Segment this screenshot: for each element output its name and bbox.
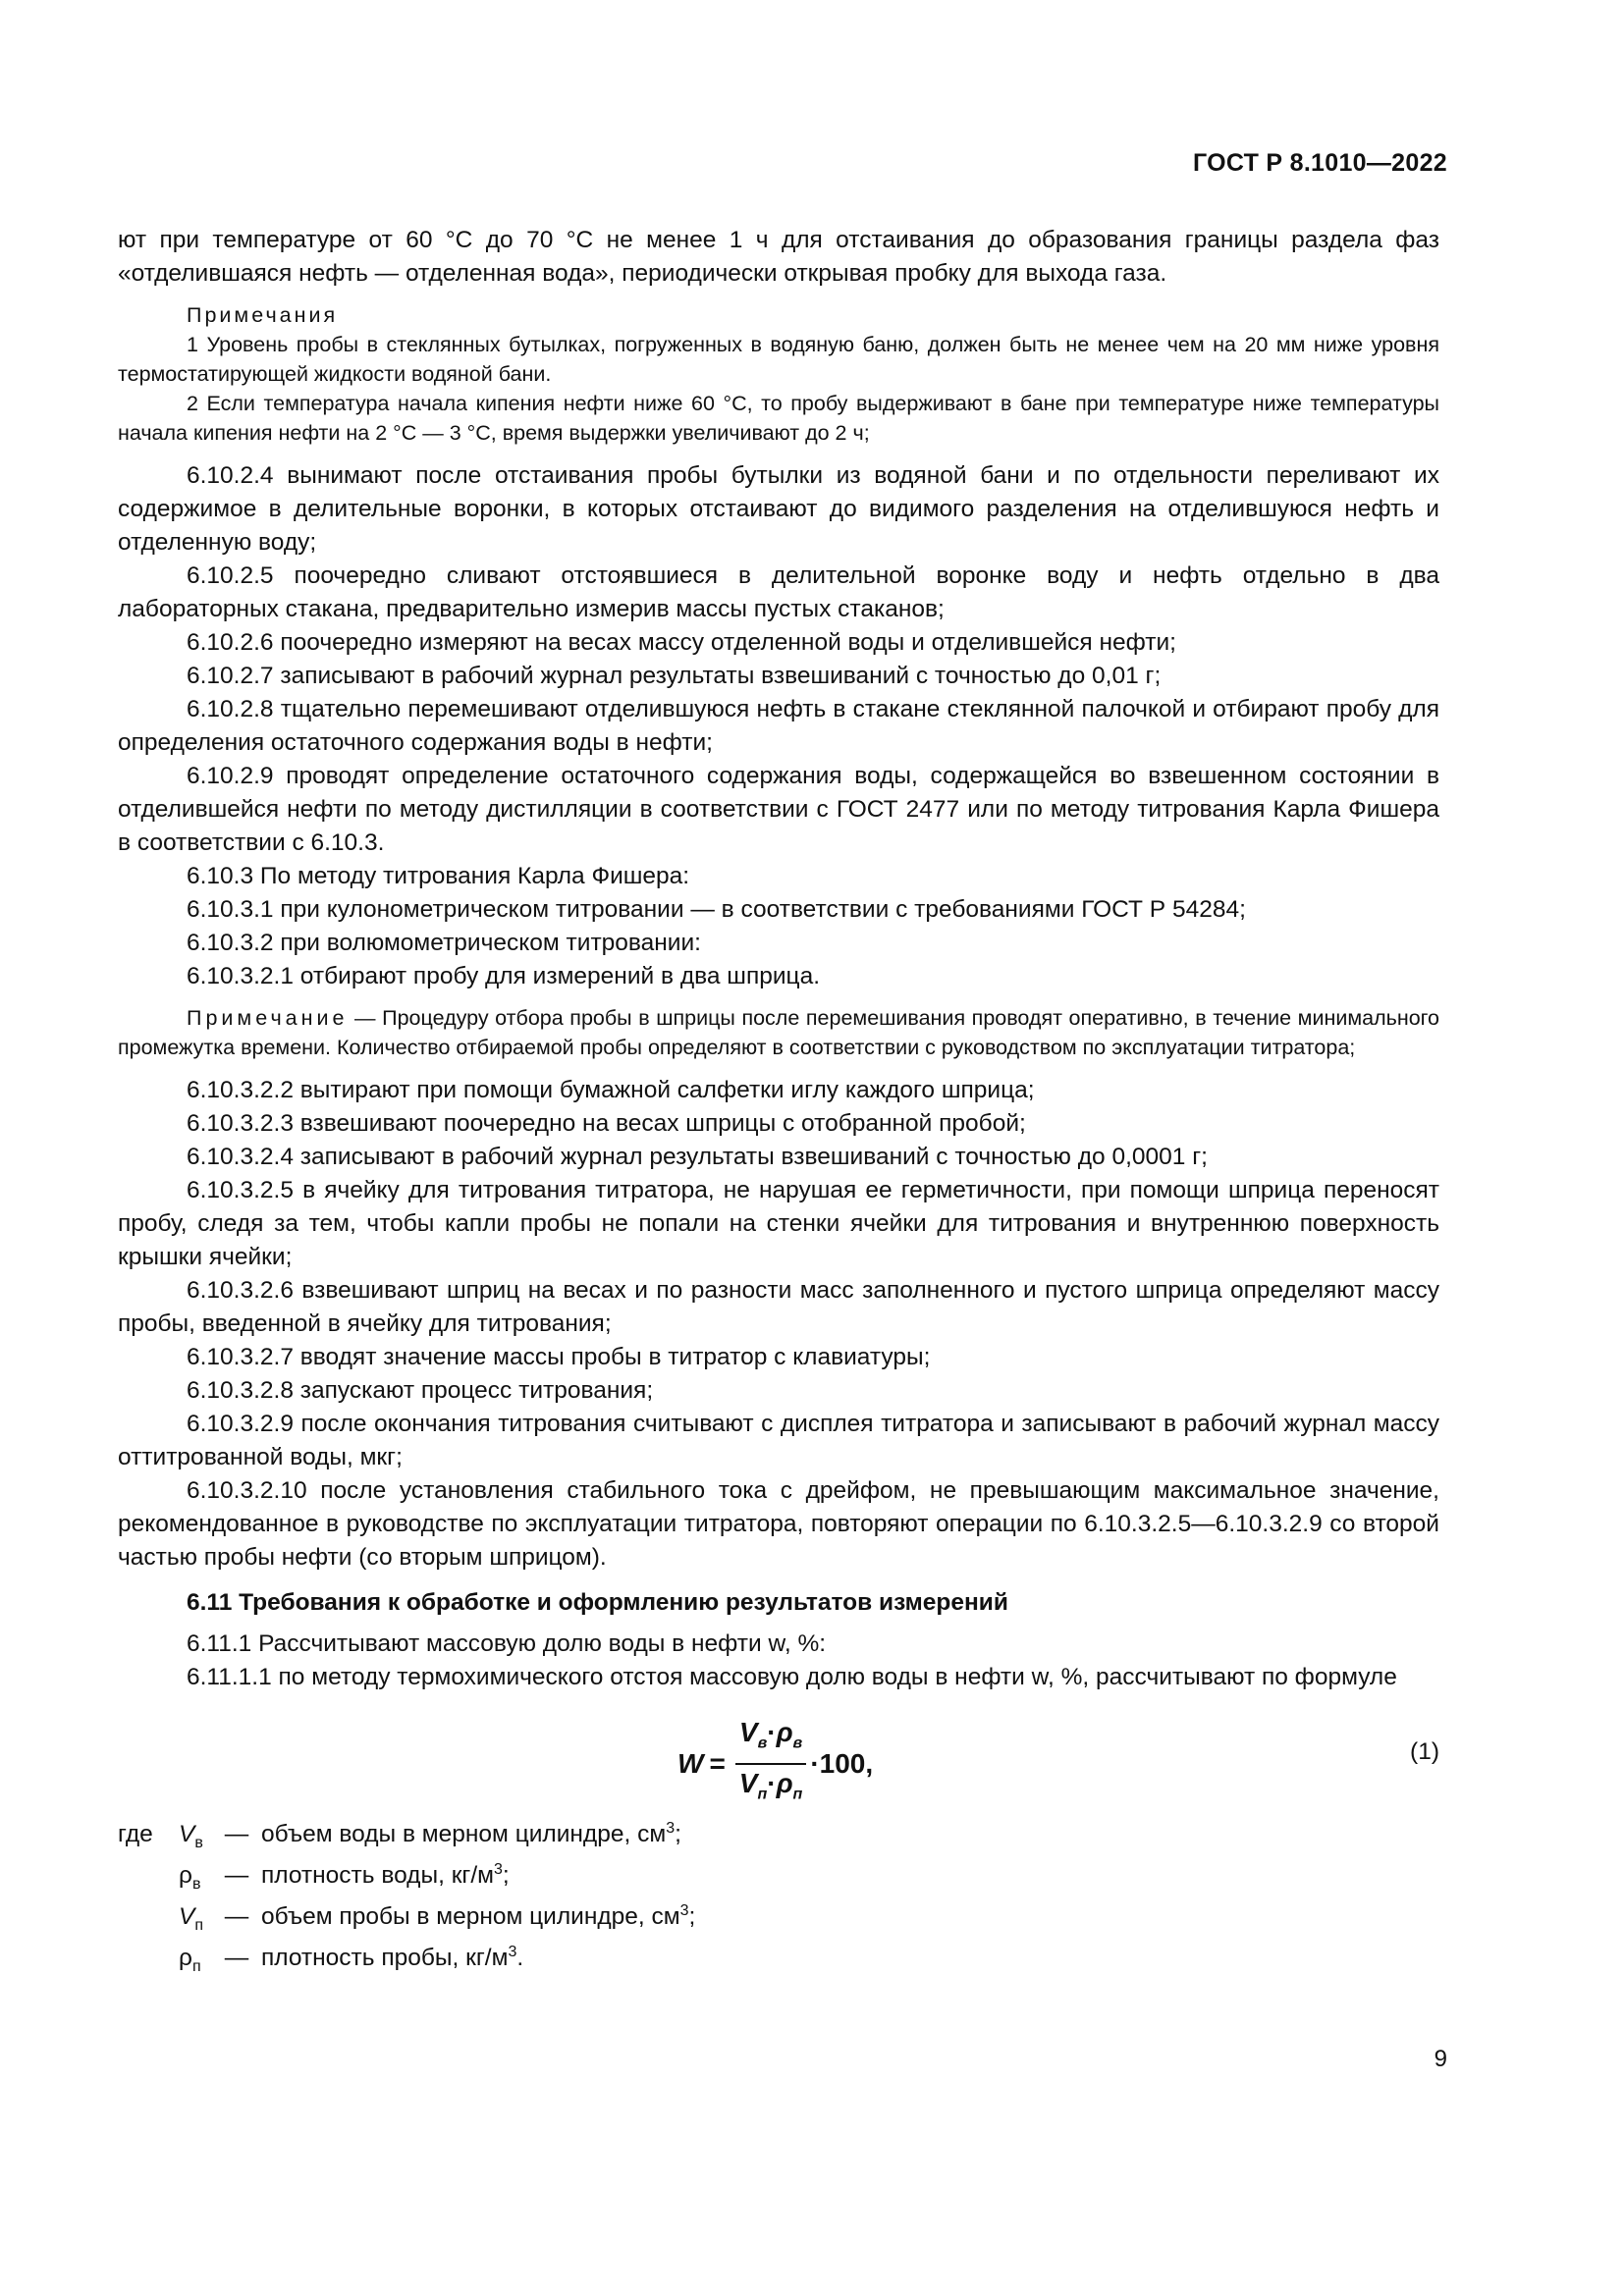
notes-title: Примечания [187,303,339,327]
legend-row: $V_п$ — объем пробы в мерном цилиндре, $см^3$; [179,1902,696,1935]
formula-fraction [735,1716,807,1811]
note-item-2: 2 Если температура начала кипения нефти ниже 60 °С, то пробу выдерживают в бане при температуре ниже температуры начала кипения нефти на 2 °С — 3 °С, время выдержки увеличивают до 2 ч; [118,392,1439,445]
section-6-10-3-2 [118,1074,1439,1575]
formula-lhs: W [677,1747,704,1779]
note-item-1: 1 Уровень пробы в стеклянных бутылках, погруженных в водяную баню, должен быть не менее чем на 20 мм ниже уровня термостатирующей жидкости водяной бани. [118,333,1439,386]
clause-6-10-3-2-8: 6.10.3.2.8 запускают процесс титрования; [187,1377,654,1404]
clause-6-10-3-2-7: 6.10.3.2.7 вводят значение массы пробы в титратор с клавиатуры; [187,1344,931,1370]
clause-6-10-2-4: 6.10.2.4 вынимают после отстаивания пробы бутылки из водяной бани и по отдельности переливают их содержимое в делительные воронки, в которых отстаивают до видимого разделения на отделившуюся нефть и отделенную воду; [118,462,1439,556]
clause-6-10-3: 6.10.3 По методу титрования Карла Фишера: [187,863,690,889]
formula-tail: ·100, [810,1747,874,1779]
clause-6-10-2-6: 6.10.2.6 поочередно измеряют на весах массу отделенной воды и отделившейся нефти; [187,629,1176,656]
clause-6-10-3-2-5: 6.10.3.2.5 в ячейку для титрования титратора, не нарушая ее герметичности, при помощи шприца переносят пробу, следя за тем, чтобы капли пробы не попали на стенки ячейки для титрования и внутреннюю поверхность крышки ячейки; [118,1177,1439,1270]
clause-6-10-2-7: 6.10.2.7 записывают в рабочий журнал результаты взвешиваний с точностью до 0,01 г; [187,663,1162,689]
page-content [118,224,1439,1977]
formula-number: (1) [1410,1738,1439,1765]
section-6-10-2 [118,459,1439,993]
formula-legend [118,1812,1439,1977]
legend-row: где $V_в$ — объем воды в мерном цилиндре, $см^3$; [118,1820,681,1852]
formula-denominator: $V_п\cdot\rho_п$ [738,1767,803,1803]
clause-6-10-3-2-9: 6.10.3.2.9 после окончания титрования считывают с дисплея титратора и записывают в рабочий журнал массу оттитрованной воды, мкг; [118,1411,1439,1470]
formula-equals: = [709,1747,726,1779]
formula-expression [677,1716,873,1811]
formula-numerator: $V_в\cdot\rho_в$ [735,1716,806,1765]
clause-6-10-3-2-10: 6.10.3.2.10 после установления стабильного тока с дрейфом, не превышающим максимальное значение, рекомендованное в руководстве по эксплуатации титратора, повторяют операции по 6.10.3.2.5—6.10.3.2.9 со второй частью пробы нефти (со вторым шприцом). [118,1477,1439,1571]
clause-6-10-3-2-2: 6.10.3.2.2 вытирают при помощи бумажной салфетки иглу каждого шприца; [187,1077,1035,1103]
clause-6-10-3-2-4: 6.10.3.2.4 записывают в рабочий журнал результаты взвешиваний с точностью до 0,0001 г; [187,1144,1208,1170]
clause-6-11-1: 6.11.1 Рассчитывают массовую долю воды в нефти w, %: [187,1630,827,1657]
legend-row: $\rho_в$ — плотность воды, $кг/м^3$; [179,1861,510,1894]
note-2-text: — Процедуру отбора пробы в шприцы после перемешивания проводят оперативно, в течение минимального промежутка времени. Количество отбираемой пробы определяют в соответствии с руководством по эксплуатации титратора; [118,1006,1439,1059]
document-header-id: ГОСТ Р 8.1010—2022 [1192,149,1447,177]
clause-6-10-3-2: 6.10.3.2 при волюмометрическом титровании: [187,930,701,956]
clause-6-11-1-1: 6.11.1.1 по методу термохимического отстоя массовую долю воды в нефти w, %, рассчитывают по формуле [187,1664,1397,1690]
clause-6-10-3-2-1: 6.10.3.2.1 отбирают пробу для измерений в два шприца. [187,963,821,989]
note-2 [118,1003,1439,1062]
notes-block-1 [118,300,1439,448]
legend-row: $\rho_п$ — плотность пробы, $кг/м^3$. [179,1944,524,1976]
formula-1 [118,1702,1439,1803]
clause-6-10-3-2-3: 6.10.3.2.3 взвешивают поочередно на весах шприцы с отобранной пробой; [187,1110,1026,1137]
section-heading-6-11: 6.11 Требования к обработке и оформлению результатов измерений [187,1589,1008,1616]
clause-6-10-2-8: 6.10.2.8 тщательно перемешивают отделившуюся нефть в стакане стеклянной палочкой и отбирают пробу для определения остаточного содержания воды в нефти; [118,696,1439,756]
note-2-title: Примечание [187,1006,349,1030]
paragraph-continuation: ют при температуре от 60 °С до 70 °С не менее 1 ч для отстаивания до образования границы раздела фаз «отделившаяся нефть — отделенная вода», периодически открывая пробку для выхода газа. [118,227,1439,287]
clause-6-10-2-9: 6.10.2.9 проводят определение остаточного содержания воды, содержащейся во взвешенном состоянии в отделившейся нефти по методу дистилляции в соответствии с ГОСТ 2477 или по методу титрования Карла Фишера в соответствии с 6.10.3. [118,763,1439,856]
clause-6-10-2-5: 6.10.2.5 поочередно сливают отстоявшиеся в делительной воронке воду и нефть отдельно в два лабораторных стакана, предварительно измерив массы пустых стаканов; [118,562,1439,622]
clause-6-10-3-2-6: 6.10.3.2.6 взвешивают шприц на весах и по разности масс заполненного и пустого шприца определяют массу пробы, введенной в ячейку для титрования; [118,1277,1439,1337]
clause-6-10-3-1: 6.10.3.1 при кулонометрическом титровании — в соответствии с требованиями ГОСТ Р 54284; [187,896,1246,923]
page-number: 9 [1434,2046,1447,2072]
